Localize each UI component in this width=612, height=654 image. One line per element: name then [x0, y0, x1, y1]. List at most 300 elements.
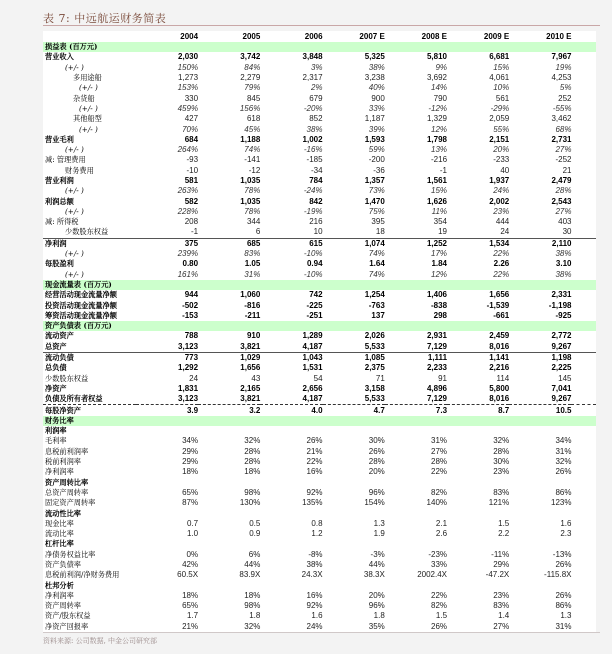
- row-pad: [571, 529, 596, 539]
- cell-value: 30%: [368, 436, 385, 446]
- cell-value: 18%: [244, 467, 261, 477]
- cell-value: 59%: [368, 145, 385, 155]
- cell-value: 34%: [555, 436, 572, 446]
- row-pad: [571, 217, 596, 227]
- section-header-row: [43, 42, 596, 52]
- row-label: 每股净资产: [43, 405, 136, 416]
- cell-value: 24: [500, 227, 510, 237]
- header-2005: 2005: [242, 31, 261, 41]
- cell-value: 4,187: [302, 394, 323, 404]
- cell-value: 0.7: [186, 518, 199, 528]
- cell-value: -10: [186, 165, 199, 175]
- cell-value: [260, 321, 322, 331]
- cell-value: 252: [558, 93, 572, 103]
- table-row: [43, 447, 596, 457]
- cell-value: 38%: [306, 559, 323, 569]
- cell-value: 92%: [306, 487, 323, 497]
- cell-value: 4,061: [489, 73, 510, 83]
- cell-value: 1.2: [311, 529, 323, 539]
- cell-value: -12%: [428, 103, 448, 113]
- cell-value: [136, 539, 198, 549]
- table-row: [43, 374, 596, 384]
- cell-value: 6,681: [489, 52, 510, 62]
- cell-value: [385, 477, 447, 487]
- cell-value: 156%: [239, 103, 261, 113]
- cell-value: [385, 42, 447, 52]
- row-label: 少数股东权益: [45, 373, 89, 383]
- cell-value: [509, 426, 571, 436]
- cell-value: 2.2: [498, 529, 510, 539]
- cell-value: 2,026: [364, 331, 385, 341]
- cell-value: [323, 321, 385, 331]
- cell-value: -200: [368, 155, 385, 165]
- row-label: 营业收入: [45, 52, 74, 62]
- row-pad: [571, 155, 596, 165]
- cell-value: 2,656: [302, 383, 323, 393]
- cell-value: -225: [306, 300, 323, 310]
- section-header-row: [43, 416, 596, 426]
- row-label: 总资产: [45, 341, 67, 351]
- table-row: [43, 622, 596, 632]
- cell-value: [136, 477, 198, 487]
- cell-value: 395: [371, 217, 385, 227]
- cell-value: 1,656: [240, 363, 261, 373]
- cell-value: 3,238: [364, 73, 385, 83]
- cell-value: 20%: [493, 145, 510, 155]
- cell-value: 33%: [431, 559, 448, 569]
- header-2004: 2004: [180, 31, 199, 41]
- cell-value: 7.3: [385, 405, 447, 416]
- cell-value: 2,165: [240, 383, 261, 393]
- cell-value: 5,800: [489, 383, 510, 393]
- row-pad: [571, 249, 596, 259]
- cell-value: 2,030: [178, 52, 199, 62]
- cell-value: 161%: [177, 269, 199, 279]
- cell-value: 39%: [368, 124, 385, 134]
- cell-value: 4,187: [302, 341, 323, 351]
- cell-value: 3,158: [364, 383, 385, 393]
- cell-value: 3,821: [240, 341, 261, 351]
- cell-value: [447, 580, 509, 590]
- cell-value: 27%: [555, 145, 572, 155]
- cell-value: 2.1: [435, 518, 448, 528]
- cell-value: 852: [309, 114, 323, 124]
- cell-value: 23%: [493, 590, 510, 600]
- cell-value: 24: [189, 373, 199, 383]
- cell-value: 24%: [306, 621, 323, 631]
- cell-value: 22%: [493, 269, 510, 279]
- cell-value: 2,216: [489, 363, 510, 373]
- cell-value: 140%: [426, 498, 448, 508]
- cell-value: 2,931: [426, 331, 448, 341]
- cell-value: 2.3: [560, 529, 572, 539]
- cell-value: 1.8: [373, 611, 385, 621]
- cell-value: 35%: [368, 621, 385, 631]
- cell-value: 18%: [182, 467, 199, 477]
- cell-value: [385, 426, 447, 436]
- cell-value: 742: [309, 290, 323, 300]
- table-row: [43, 270, 596, 280]
- cell-value: 28%: [493, 446, 510, 456]
- cell-value: 43: [251, 373, 261, 383]
- cell-value: 60.5X: [177, 570, 199, 580]
- cell-value: [323, 42, 385, 52]
- cell-value: 684: [184, 134, 199, 144]
- cell-value: 2,110: [509, 238, 571, 249]
- cell-value: 0.94: [306, 259, 323, 269]
- table-row: [43, 611, 596, 621]
- cell-value: 123%: [551, 498, 572, 508]
- cell-value: -816: [244, 300, 261, 310]
- row-pad: [571, 280, 596, 290]
- table-row: [43, 601, 596, 611]
- row-label: 净债务权益比率: [45, 549, 96, 559]
- cell-value: [509, 416, 571, 426]
- table-row: [43, 426, 596, 436]
- cell-value: 581: [184, 176, 199, 185]
- cell-value: 2.6: [435, 529, 448, 539]
- cell-value: [260, 580, 322, 590]
- cell-value: 2,059: [489, 114, 510, 124]
- table-row: [43, 259, 596, 269]
- table-row: [43, 352, 596, 363]
- cell-value: 55%: [493, 124, 510, 134]
- cell-value: 32%: [244, 436, 261, 446]
- cell-value: 135%: [302, 498, 323, 508]
- cell-value: [323, 580, 385, 590]
- row-label: 净资产: [45, 383, 67, 393]
- cell-value: 561: [495, 93, 510, 103]
- cell-value: 2,375: [364, 363, 385, 373]
- table-row: [43, 196, 596, 206]
- cell-value: 74%: [244, 145, 261, 155]
- cell-value: 86%: [555, 487, 572, 497]
- cell-value: 82%: [431, 487, 448, 497]
- row-label: (+/- ): [65, 186, 84, 196]
- table-row: [43, 135, 596, 145]
- cell-value: 1,043: [260, 352, 322, 363]
- cell-value: 40%: [368, 83, 385, 93]
- row-pad: [571, 601, 596, 611]
- cell-value: 1,292: [178, 363, 199, 373]
- row-label: 现金流量表 (百万元): [43, 280, 136, 290]
- cell-value: 130%: [239, 498, 261, 508]
- cell-value: 28%: [555, 186, 572, 196]
- cell-value: [385, 539, 447, 549]
- cell-value: -216: [431, 155, 448, 165]
- cell-value: 29%: [493, 559, 510, 569]
- cell-value: 10%: [493, 83, 510, 93]
- cell-value: 23%: [493, 467, 510, 477]
- cell-value: [385, 416, 447, 426]
- cell-value: 3,123: [178, 341, 199, 351]
- cell-value: -12: [248, 165, 261, 175]
- cell-value: -1: [190, 227, 199, 237]
- cell-value: 40: [500, 165, 510, 175]
- cell-value: -838: [431, 300, 448, 310]
- cell-value: 263%: [177, 186, 199, 196]
- cell-value: 7,041: [551, 383, 572, 393]
- cell-value: [447, 416, 509, 426]
- cell-value: 154%: [364, 498, 385, 508]
- cell-value: 2,459: [489, 331, 510, 341]
- cell-value: 98%: [244, 487, 261, 497]
- cell-value: 83%: [493, 601, 510, 611]
- cell-value: 3.10: [555, 259, 572, 269]
- cell-value: [198, 580, 260, 590]
- table-body: [43, 42, 596, 632]
- cell-value: 1,656: [489, 290, 510, 300]
- cell-value: 21: [562, 165, 572, 175]
- row-pad: [571, 186, 596, 196]
- table-row: [43, 519, 596, 529]
- row-label: 资产周转比率: [45, 477, 89, 487]
- cell-value: -185: [306, 155, 323, 165]
- row-label: 减: 管理费用: [45, 155, 86, 165]
- row-label: 净利润: [43, 238, 136, 249]
- cell-value: -11%: [491, 549, 510, 559]
- row-pad: [571, 550, 596, 560]
- header-2010e: 2010 E: [546, 31, 572, 41]
- cell-value: 10.5: [509, 405, 571, 416]
- row-label: 净利润率: [45, 467, 74, 477]
- cell-value: [509, 508, 571, 518]
- cell-value: 842: [309, 196, 323, 206]
- table-row: [43, 311, 596, 321]
- cell-value: 44%: [368, 559, 385, 569]
- cell-value: 31%: [555, 621, 572, 631]
- table-title: 表 7: 中远航运财务简表: [43, 12, 167, 25]
- cell-value: 900: [371, 93, 385, 103]
- row-pad: [571, 342, 596, 353]
- row-label: (+/- ): [65, 206, 84, 216]
- row-pad: [571, 145, 596, 155]
- table-row: [43, 580, 596, 590]
- cell-value: [260, 280, 322, 290]
- cell-value: 679: [309, 93, 323, 103]
- cell-value: [323, 539, 385, 549]
- cell-value: 582: [184, 196, 199, 206]
- row-pad: [571, 384, 596, 394]
- row-pad: [571, 580, 596, 590]
- cell-value: -1: [439, 165, 448, 175]
- cell-value: 1.3: [560, 611, 572, 621]
- header-2009e: 2009 E: [483, 31, 510, 41]
- row-label: 总资产周转率: [45, 487, 89, 497]
- table-row: [43, 488, 596, 498]
- cell-value: 3,462: [551, 114, 572, 124]
- cell-value: 1,074: [323, 238, 385, 249]
- cell-value: 1,357: [364, 176, 385, 185]
- footer-divider: [43, 632, 600, 633]
- table-row: [43, 560, 596, 570]
- cell-value: 944: [184, 290, 199, 300]
- cell-value: 3.2: [198, 405, 260, 416]
- cell-value: 1,534: [447, 238, 509, 249]
- cell-value: 9,267: [551, 341, 572, 351]
- cell-value: -1,539: [486, 300, 510, 310]
- cell-value: 0.9: [249, 529, 261, 539]
- cell-value: [447, 426, 509, 436]
- cell-value: 26%: [368, 446, 385, 456]
- cell-value: -211: [244, 310, 261, 320]
- cell-value: 12%: [431, 124, 448, 134]
- cell-value: 10: [313, 227, 323, 237]
- cell-value: 2,331: [551, 290, 572, 300]
- table-row: [43, 467, 596, 477]
- cell-value: [136, 508, 198, 518]
- cell-value: 22%: [306, 457, 323, 467]
- cell-value: 2.26: [493, 259, 510, 269]
- cell-value: 31%: [555, 446, 572, 456]
- cell-value: -19%: [303, 206, 323, 216]
- cell-value: [323, 426, 385, 436]
- cell-value: [260, 508, 322, 518]
- cell-value: 403: [558, 217, 572, 227]
- cell-value: 1,626: [426, 196, 448, 206]
- row-pad: [571, 83, 596, 93]
- row-pad: [571, 73, 596, 83]
- cell-value: 2%: [310, 83, 323, 93]
- cell-value: [198, 321, 260, 331]
- row-pad: [571, 270, 596, 280]
- cell-value: -1,198: [548, 300, 572, 310]
- cell-value: 38%: [555, 249, 572, 259]
- table-row: [43, 570, 596, 580]
- row-pad: [571, 508, 596, 518]
- row-pad: [571, 467, 596, 477]
- cell-value: [198, 539, 260, 549]
- cell-value: -23%: [428, 549, 448, 559]
- cell-value: [136, 321, 198, 331]
- cell-value: 34%: [182, 436, 199, 446]
- cell-value: 30: [562, 227, 572, 237]
- table-row: [43, 63, 596, 73]
- cell-value: [385, 508, 447, 518]
- row-label: 杜邦分析: [45, 580, 74, 590]
- cell-value: 1,406: [426, 290, 448, 300]
- cell-value: 3,742: [240, 52, 261, 62]
- cell-value: 2,151: [489, 134, 510, 144]
- cell-value: 1,254: [364, 290, 385, 300]
- row-pad: [571, 374, 596, 384]
- cell-value: [447, 42, 509, 52]
- cell-value: 344: [246, 217, 261, 227]
- row-pad: [571, 457, 596, 467]
- row-pad: [571, 363, 596, 373]
- cell-value: 1,531: [302, 363, 323, 373]
- cell-value: 16%: [306, 467, 323, 477]
- row-pad: [571, 539, 596, 549]
- cell-value: 82%: [431, 601, 448, 611]
- cell-value: 1.4: [498, 611, 510, 621]
- row-pad: [571, 227, 596, 238]
- row-label: (+/- ): [65, 249, 84, 259]
- cell-value: 44%: [244, 559, 261, 569]
- table-row: [43, 342, 596, 353]
- row-pad: [571, 416, 596, 426]
- cell-value: [447, 477, 509, 487]
- cell-value: 11%: [431, 206, 448, 216]
- row-label: 多用途船: [73, 73, 102, 83]
- table-row: [43, 227, 596, 238]
- cell-value: 1,937: [489, 176, 510, 185]
- cell-value: 1.6: [560, 518, 572, 528]
- title-divider: [43, 25, 600, 26]
- cell-value: 83%: [493, 487, 510, 497]
- cell-value: 7,129: [426, 394, 448, 404]
- cell-value: 14%: [431, 83, 448, 93]
- cell-value: -16%: [303, 145, 323, 155]
- row-pad: [571, 331, 596, 341]
- table-row: [43, 508, 596, 518]
- table-row: [43, 436, 596, 446]
- row-label: 毛利率: [45, 436, 67, 446]
- table-row: [43, 155, 596, 165]
- cell-value: 773: [136, 352, 198, 363]
- cell-value: -8%: [308, 549, 323, 559]
- cell-value: 1,273: [178, 73, 199, 83]
- row-label: 净资产回报率: [45, 621, 89, 631]
- cell-value: 427: [184, 114, 199, 124]
- cell-value: 13%: [431, 145, 448, 155]
- table-row: [43, 331, 596, 341]
- cell-value: 8.7: [447, 405, 509, 416]
- cell-value: 68%: [555, 124, 572, 134]
- cell-value: 0.80: [182, 259, 199, 269]
- cell-value: 70%: [182, 124, 199, 134]
- cell-value: 5%: [559, 83, 572, 93]
- cell-value: [509, 580, 571, 590]
- cell-value: 79%: [244, 83, 261, 93]
- cell-value: 4,896: [426, 383, 448, 393]
- row-pad: [571, 259, 596, 269]
- cell-value: 4.0: [260, 405, 322, 416]
- cell-value: 6: [255, 227, 261, 237]
- table-row: [43, 477, 596, 487]
- cell-value: [509, 280, 571, 290]
- cell-value: 31%: [431, 436, 448, 446]
- cell-value: 9,267: [551, 394, 572, 404]
- cell-value: 910: [246, 331, 261, 341]
- row-label: 财务费用: [65, 165, 94, 175]
- cell-value: -13%: [552, 549, 572, 559]
- row-label: 流动性比率: [45, 508, 81, 518]
- cell-value: 28%: [244, 446, 261, 456]
- cell-value: 32%: [244, 621, 261, 631]
- cell-value: 1,561: [426, 176, 448, 185]
- cell-value: 87%: [182, 498, 199, 508]
- cell-value: 3,123: [178, 394, 199, 404]
- row-pad: [571, 591, 596, 601]
- cell-value: 1,593: [364, 134, 385, 144]
- cell-value: 5,533: [364, 394, 385, 404]
- cell-value: [447, 280, 509, 290]
- row-label: 利润总额: [45, 196, 74, 206]
- cell-value: 1,141: [447, 352, 509, 363]
- header-pad: [571, 31, 596, 42]
- cell-value: [323, 508, 385, 518]
- row-label: 筹资活动现金流量净额: [45, 310, 117, 320]
- cell-value: [385, 321, 447, 331]
- cell-value: 150%: [177, 62, 199, 72]
- row-label: 营业利润: [45, 176, 74, 185]
- cell-value: 615: [260, 238, 322, 249]
- cell-value: 26%: [555, 590, 572, 600]
- row-pad: [571, 93, 596, 103]
- cell-value: 5,533: [364, 341, 385, 351]
- cell-value: 23%: [493, 206, 510, 216]
